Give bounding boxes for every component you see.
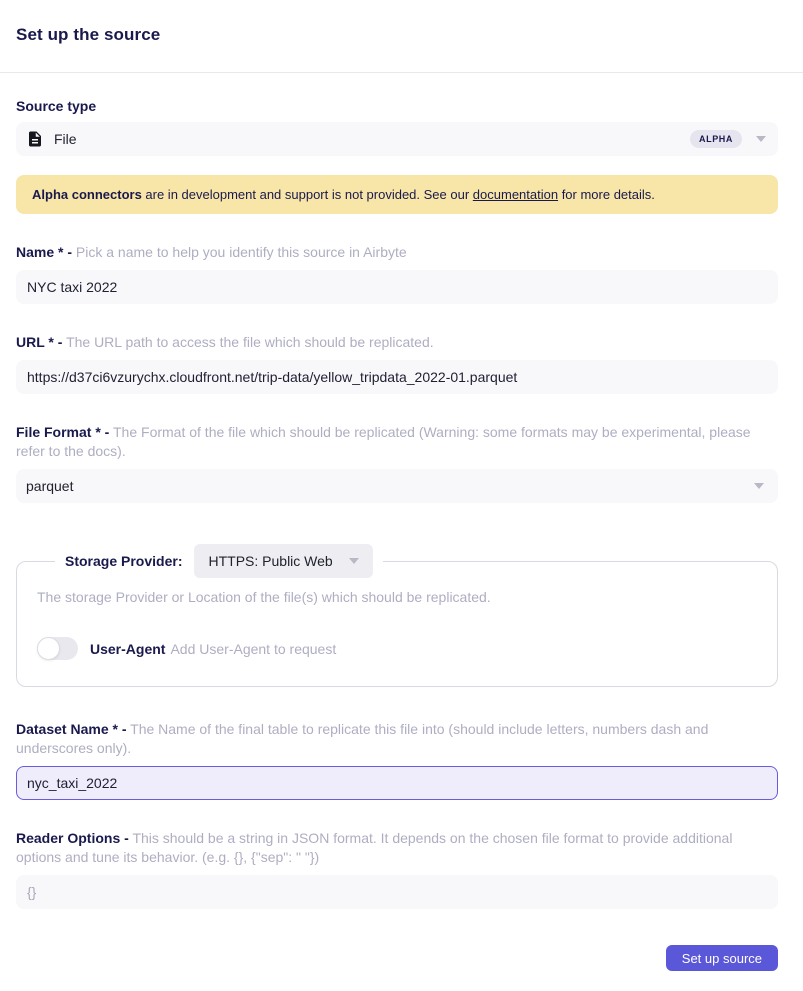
storage-provider-description: The storage Provider or Location of the file(s) which should be replicated. [37, 589, 491, 605]
source-type-label: Source type [16, 98, 97, 114]
file-document-icon [26, 130, 44, 148]
source-type-value: File [54, 131, 77, 147]
storage-provider-select[interactable] [194, 544, 372, 578]
alpha-warning-banner [16, 175, 778, 214]
banner-text-1: are in development and support is not provided. See our [141, 187, 473, 202]
reader-options-field-group [16, 829, 778, 909]
source-form [0, 73, 803, 991]
documentation-link[interactable]: documentation [472, 187, 559, 202]
file-format-select[interactable] [16, 469, 778, 503]
chevron-down-icon [349, 558, 359, 564]
storage-provider-value: HTTPS: Public Web [208, 553, 333, 569]
url-label-text: URL * - [16, 334, 63, 350]
reader-options-description: This should be a string in JSON format. It depends on the chosen file format to provide additional options and tune its behavior. (e.g. {}, {"sep": " "}) [16, 830, 733, 865]
banner-text-2: for more details. [558, 187, 655, 202]
page-header [0, 0, 803, 73]
name-field-label [16, 243, 778, 262]
reader-options-field-label [16, 829, 778, 867]
file-format-description: The Format of the file which should be replicated (Warning: some formats may be experimental, please refer to the docs). [16, 424, 751, 459]
page-title: Set up the source [16, 25, 161, 44]
user-agent-label: User-Agent [90, 640, 166, 657]
alpha-badge: ALPHA [690, 130, 742, 148]
dataset-name-field-group [16, 720, 778, 800]
file-format-value: parquet [26, 478, 74, 494]
name-input[interactable] [16, 270, 778, 304]
banner-bold-text: Alpha connectors [32, 187, 142, 202]
reader-options-label-text: Reader Options - [16, 830, 129, 846]
user-agent-hint: Add User-Agent to request [170, 640, 337, 657]
dataset-name-input[interactable] [16, 766, 778, 800]
dataset-name-field-label [16, 720, 778, 758]
chevron-down-icon [756, 136, 766, 142]
chevron-down-icon [754, 483, 764, 489]
toggle-knob [37, 637, 60, 660]
dataset-name-label-text: Dataset Name * - [16, 721, 127, 737]
user-agent-toggle[interactable] [37, 637, 78, 660]
storage-provider-legend [55, 544, 383, 578]
name-label-text: Name * - [16, 244, 73, 260]
storage-provider-group [16, 544, 778, 687]
name-description: Pick a name to help you identify this source in Airbyte [75, 244, 407, 260]
url-field-label [16, 333, 778, 352]
storage-provider-label: Storage Provider: [65, 553, 183, 569]
dataset-name-description: The Name of the final table to replicate this file into (should include letters, numbers dash and underscores only). [16, 721, 709, 756]
file-format-field-group [16, 423, 778, 503]
url-description: The URL path to access the file which should be replicated. [66, 334, 434, 350]
name-field-group [16, 243, 778, 304]
source-type-select[interactable] [16, 122, 778, 156]
file-format-field-label [16, 423, 778, 461]
reader-options-input[interactable] [16, 875, 778, 909]
url-input[interactable] [16, 360, 778, 394]
form-footer [16, 945, 778, 971]
file-format-label-text: File Format * - [16, 424, 110, 440]
url-field-group [16, 333, 778, 394]
user-agent-row [37, 637, 757, 660]
set-up-source-button[interactable]: Set up source [666, 945, 778, 971]
